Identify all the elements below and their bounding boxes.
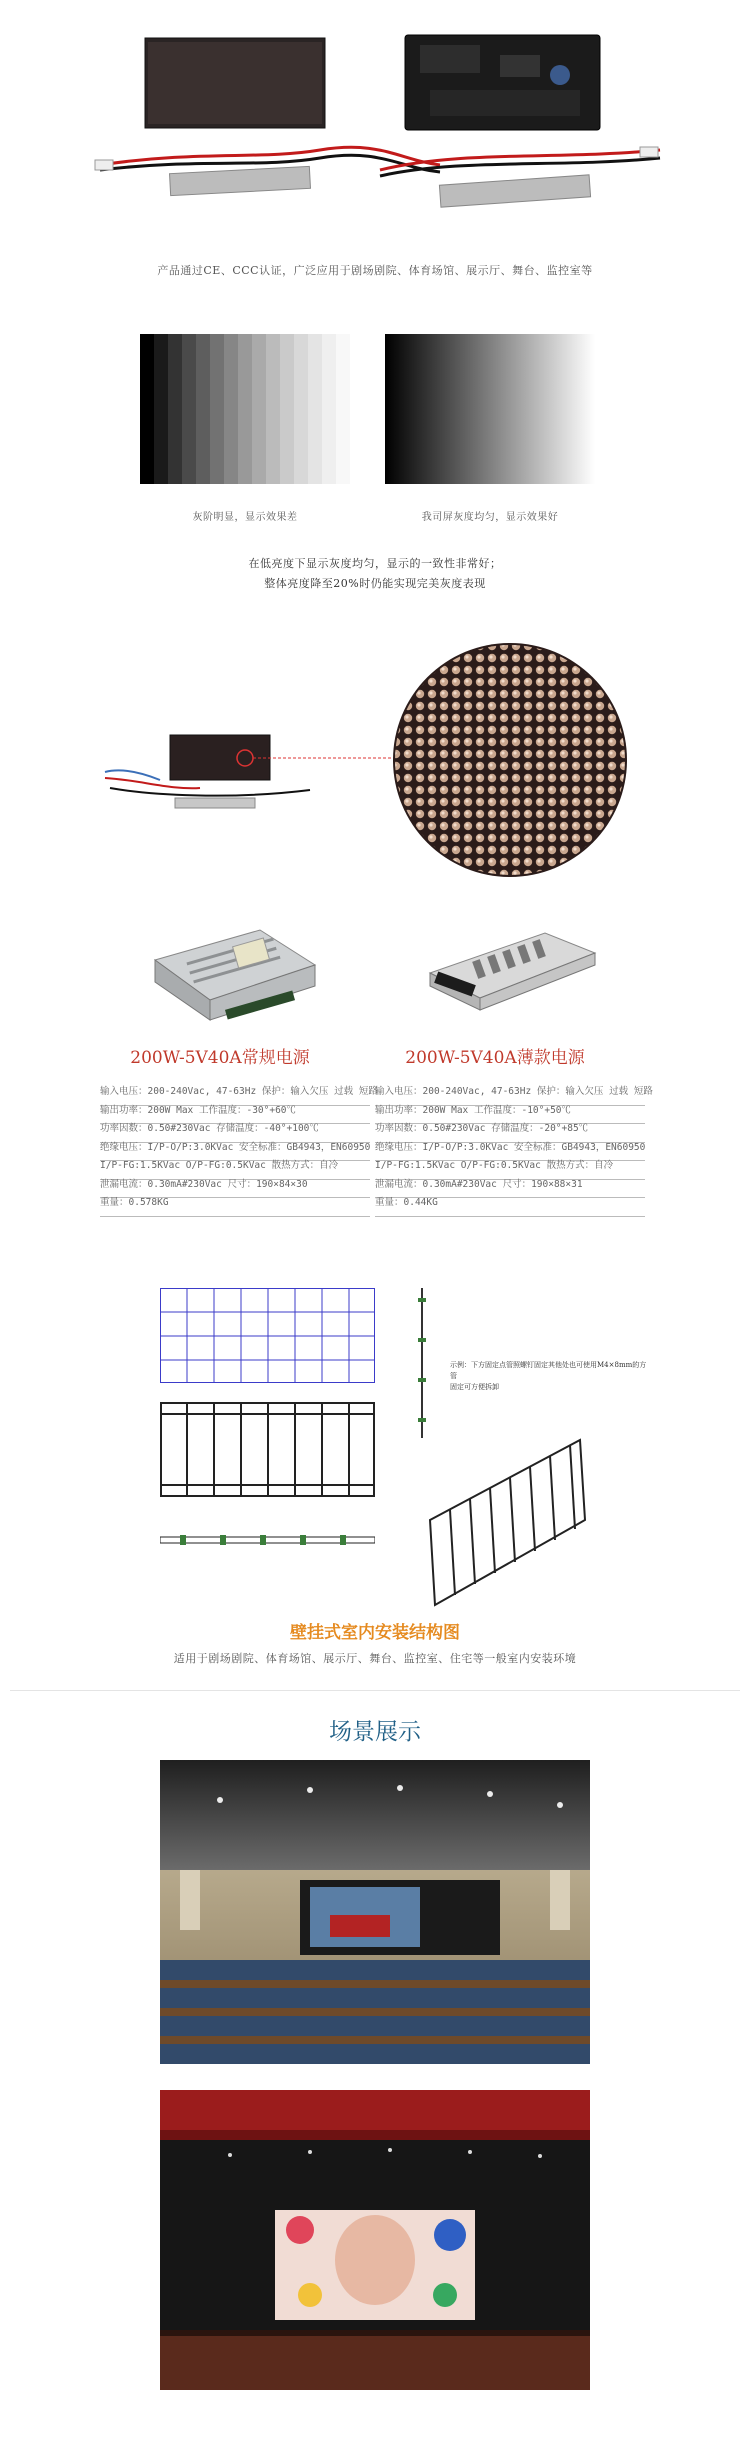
grayscale-desc-line2: 整体亮度降至20%时仍能实现完美灰度表现 [264, 577, 486, 590]
side-view-drawing [408, 1288, 438, 1448]
grayscale-desc-line1: 在低亮度下显示灰度均匀，显示的一致性非常好； [248, 557, 502, 570]
back-frame-drawing [160, 1402, 375, 1497]
regular-psu-title: 200W-5V40A常规电源 [130, 1048, 310, 1068]
stepped-caption: 灰阶明显，显示效果差 [192, 512, 298, 523]
spec-row: I/P-FG:1.5KVac O/P-FG:0.5KVac 散热方式：自冷 [100, 1161, 370, 1180]
spec-row: 重量：0.44KG [375, 1198, 645, 1217]
spec-row: 绝缘电压：I/P-O/P:3.0KVac 安全标准：GB4943，EN60950 [100, 1143, 370, 1162]
frame-perspective-drawing [420, 1430, 595, 1610]
scene-title: 场景展示 [329, 1719, 421, 1745]
spec-row: 功率因数：0.50#230Vac 存储温度：-40°+100℃ [100, 1124, 370, 1143]
spec-row: 重量：0.578KG [100, 1198, 370, 1217]
slim-psu-spec-table [375, 1086, 653, 1217]
section-divider [10, 1690, 740, 1691]
front-view-drawing [160, 1288, 375, 1383]
spec-row: 输出功率：200W Max 工作温度：-30°+60℃ [100, 1106, 370, 1125]
stage-scene-photo [160, 2090, 590, 2390]
led-zoom-illustration [90, 640, 650, 880]
install-note-line1: 示例：下方固定点管照螺钉固定其他处也可使用M4×8mm的方管 [450, 1361, 647, 1380]
stepped-grayscale-image [140, 334, 350, 484]
spec-row: 输入电压：200-240Vac, 47-63Hz 保护：输入欠压 过载 短路 [375, 1087, 645, 1106]
spec-row: 泄漏电流：0.30mA#230Vac 尺寸：190×88×31 [375, 1180, 645, 1199]
smooth-caption: 我司屏灰度均匀，显示效果好 [421, 512, 559, 523]
slim-psu-title: 200W-5V40A薄款电源 [405, 1048, 585, 1068]
spec-row: 泄漏电流：0.30mA#230Vac 尺寸：190×84×30 [100, 1180, 370, 1199]
regular-psu-spec-table [100, 1086, 378, 1217]
auditorium-scene-photo [160, 1760, 590, 2064]
spec-row: 输入电压：200-240Vac, 47-63Hz 保护：输入欠压 过载 短路 [100, 1087, 370, 1106]
cert-caption: 产品通过CE、CCC认证，广泛应用于剧场剧院、体育场馆、展示厅、舞台、监控室等 [157, 264, 593, 277]
install-subtitle: 适用于剧场剧院、体育场馆、展示厅、舞台、监控室、住宅等一般室内安装环境 [173, 1652, 577, 1665]
spec-row: 绝缘电压：I/P-O/P:3.0KVac 安全标准：GB4943，EN60950 [375, 1143, 645, 1162]
install-note [450, 1360, 650, 1393]
install-note-line2: 固定可方便拆卸 [450, 1383, 499, 1391]
led-module-photo [0, 0, 750, 260]
regular-psu-photo [140, 920, 320, 1030]
spec-row: 功率因数：0.50#230Vac 存储温度：-20°+85℃ [375, 1124, 645, 1143]
install-title: 壁挂式室内安装结构图 [290, 1623, 460, 1643]
slim-psu-photo [420, 918, 600, 1028]
spec-row: I/P-FG:1.5KVac O/P-FG:0.5KVac 散热方式：自冷 [375, 1161, 645, 1180]
smooth-grayscale-image [385, 334, 595, 484]
bottom-rail-drawing [160, 1530, 375, 1550]
spec-row: 输出功率：200W Max 工作温度：-10°+50℃ [375, 1106, 645, 1125]
